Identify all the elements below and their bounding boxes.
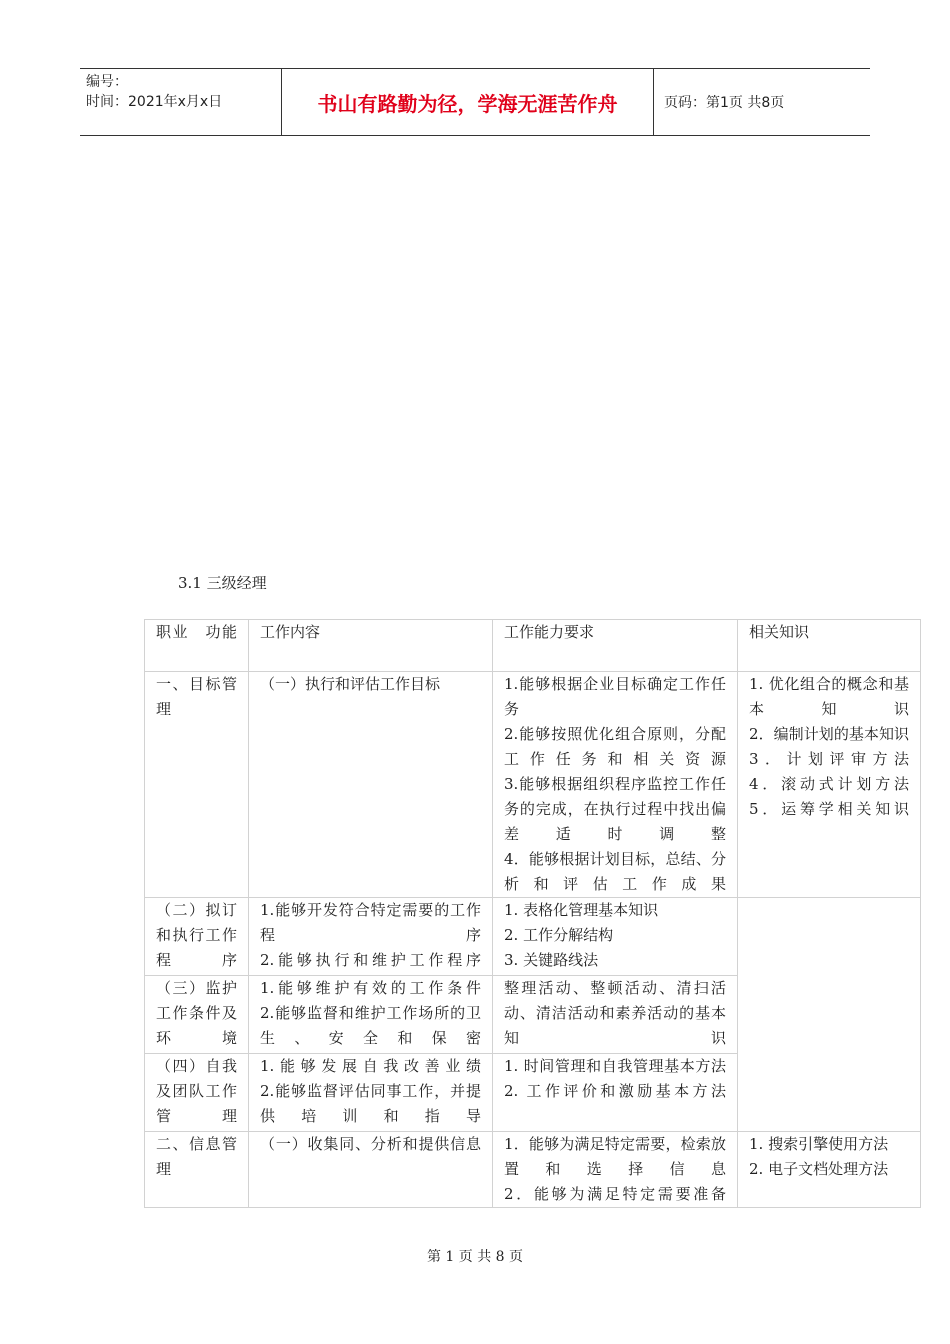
knowledge-item: 3. 关键路线法 (504, 951, 599, 969)
content-cell (249, 898, 493, 976)
content-cell (249, 976, 493, 1054)
function-cell: （二）拟订和执行工作程序 (145, 898, 249, 976)
page-header (80, 68, 870, 136)
knowledge-cell (738, 1132, 921, 1208)
content-item: 1.能够发展自我改善业绩 (260, 1057, 481, 1075)
content-cell: （一）执行和评估工作目标 (249, 672, 493, 898)
knowledge-item: 5．运筹学相关知识 (749, 800, 909, 818)
requirements-cell (493, 672, 738, 898)
header-motto: 书山有路勤为径，学海无涯苦作舟 (282, 69, 654, 135)
document-time-label: 时间：2021年x月x日 (86, 94, 223, 110)
requirement-item: 2．能够为满足特定需要准备 (504, 1185, 726, 1203)
function-cell: （三）监护工作条件及环境 (145, 976, 249, 1054)
knowledge-item: 1. 时间管理和自我管理基本方法 (504, 1057, 726, 1075)
content-cell (249, 1054, 493, 1132)
content-item: 1.能够开发符合特定需要的工作程序 (260, 901, 481, 944)
header-page-info: 页码：第1页 共8页 (664, 95, 785, 111)
knowledge-item: 4．滚动式计划方法 (749, 775, 909, 793)
requirement-item: 1．能够为满足特定需要，检索放置和选择信息 (504, 1135, 726, 1178)
knowledge-item: 2. 工作评价和激励基本方法 (504, 1082, 726, 1100)
empty-knowledge-cell (738, 898, 921, 1132)
requirements-cell (493, 976, 738, 1054)
content-cell: （一）收集同、分析和提供信息 (249, 1132, 493, 1208)
page-footer: 第 1 页 共 8 页 (426, 1249, 524, 1265)
content-item: 2.能够执行和维护工作程序 (260, 951, 481, 969)
table-row (145, 1132, 921, 1208)
content-item: 2.能够监督和维护工作场所的卫生、安全和保密 (260, 1004, 481, 1047)
knowledge-item: 1. 优化组合的概念和基本知识 (749, 675, 909, 718)
requirements-cell (493, 1054, 738, 1132)
header-meta (80, 69, 282, 135)
header-cell-function: 职业 功能 (145, 620, 249, 672)
header-cell-content: 工作内容 (249, 620, 493, 672)
content-item: 2.能够监督评估同事工作，并提供培训和指导 (260, 1082, 481, 1125)
header-cell-knowledge: 相关知识 (738, 620, 921, 672)
knowledge-item: 1. 搜索引擎使用方法 (749, 1135, 889, 1153)
table-row (145, 672, 921, 898)
knowledge-item: 3．计划评审方法 (749, 750, 909, 768)
requirements-cell (493, 898, 738, 976)
requirement-item: 3.能够根据组织程序监控工作任务的完成，在执行过程中找出偏差适时调整 (504, 775, 726, 843)
document-number-label: 编号： (86, 74, 128, 90)
knowledge-item: 2. 工作分解结构 (504, 926, 614, 944)
knowledge-item: 2．编制计划的基本知识 (749, 725, 909, 743)
function-cell: 二、信息管理 (145, 1132, 249, 1208)
knowledge-item: 1. 表格化管理基本知识 (504, 901, 659, 919)
section-title: 3.1 三级经理 (178, 574, 267, 592)
header-cell-requirements: 工作能力要求 (493, 620, 738, 672)
requirement-item: 1.能够根据企业目标确定工作任务 (504, 675, 726, 718)
knowledge-cell (738, 672, 921, 898)
requirement-item: 2.能够按照优化组合原则，分配工作任务和相关资源 (504, 725, 726, 768)
knowledge-item: 2. 电子文档处理方法 (749, 1160, 889, 1178)
table-row (145, 898, 921, 976)
knowledge-item: 整理活动、整顿活动、清扫活动、清洁活动和素养活动的基本知识 (504, 979, 726, 1047)
content-item: 1.能够维护有效的工作条件 (260, 979, 481, 997)
function-cell: 一、目标管理 (145, 672, 249, 898)
requirements-cell (493, 1132, 738, 1208)
requirement-item: 4．能够根据计划目标，总结、分析和评估工作成果 (504, 850, 726, 893)
function-cell: （四）自我及团队工作管理 (145, 1054, 249, 1132)
table-header-row (145, 620, 921, 672)
competency-table (144, 619, 921, 1208)
